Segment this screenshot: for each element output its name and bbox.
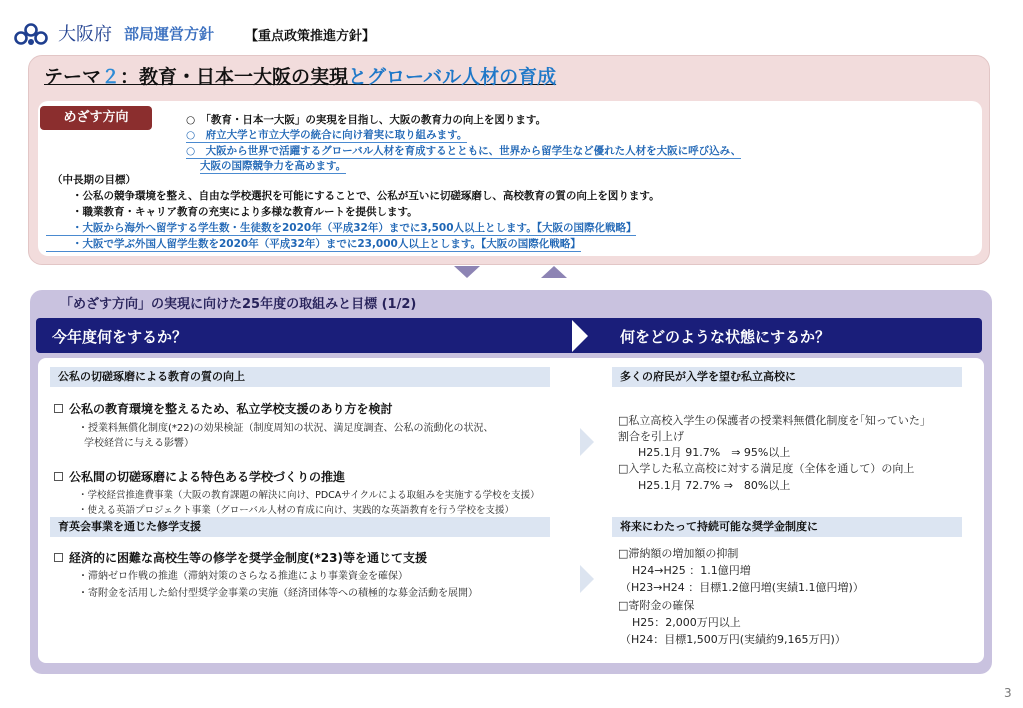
- initiative-title: 公私間の切磋琢磨による特色ある学校づくりの推進: [54, 468, 345, 485]
- arrow-right-icon: [580, 428, 594, 456]
- theme-highlight: とグローバル人材の育成: [348, 66, 557, 88]
- target-line: H24→H25 ：1.1億円増: [632, 564, 751, 577]
- initiatives-title: 「めざす方向」の実現に向けた25年度の取組みと目標 (1/2): [60, 297, 417, 312]
- initiative-detail: 学校経営に与える影響）: [84, 438, 194, 449]
- policy-title: 【重点政策推進方針】: [245, 29, 376, 44]
- midterm-item[interactable]: ・大阪で学ぶ外国人留学生数を2020年（平成32年）までに23,000人以上とします。【大阪の国際化戦略】: [46, 236, 581, 252]
- goal-item[interactable]: ○ 大阪から世界で活躍するグローバル人材を育成するとともに、世界から留学生など優れた人材を大阪に呼び込み、: [186, 145, 742, 157]
- target-line: □滞納額の増加額の抑制: [618, 547, 739, 560]
- column-header-right: 何をどのような状態にするか？: [620, 328, 831, 346]
- target-line: H25.1月 91.7% ⇒ 95%以上: [638, 446, 791, 459]
- arrow-right-icon: [580, 565, 594, 593]
- initiative-title: 公私の教育環境を整えるため、私立学校支援のあり方を検討: [54, 400, 393, 417]
- section-heading: 公私の切磋琢磨による教育の質の向上: [50, 367, 550, 387]
- section-heading: 将来にわたって持続可能な奨学金制度に: [612, 517, 962, 537]
- midterm-item[interactable]: ・大阪から海外へ留学する学生数・生徒数を2020年（平成32年）までに3,500人以上とします。【大阪の国際化戦略】: [46, 220, 636, 236]
- target-line: H25.1月 72.7% ⇒ 80%以上: [638, 479, 791, 492]
- column-header-left: 今年度何をするか？: [52, 328, 188, 346]
- initiative-detail: ・滞納ゼロ作戦の推進（滞納対策のさらなる推進により事業資金を確保）: [78, 571, 408, 582]
- theme-prefix: テーマ: [44, 66, 102, 88]
- checkbox-icon: [54, 472, 63, 481]
- direction-badge: めざす方向: [40, 106, 152, 130]
- target-line: □寄附金の確保: [618, 599, 695, 612]
- initiative-title: 経済的に困難な高校生等の修学を奨学金制度(*23)等を通じて支援: [54, 549, 427, 566]
- target-line: H25：2,000万円以上: [632, 616, 741, 629]
- checkbox-icon: [54, 404, 63, 413]
- initiative-detail: ・使える英語プロジェクト事業（グローバル人材の育成に向け、実践的な英語教育を行う学校を支援）: [78, 505, 514, 516]
- section-heading: 多くの府民が入学を望む私立高校に: [612, 367, 962, 387]
- goal-item: ○ 「教育・日本一大阪」の実現を目指し、大阪の教育力の向上を図ります。: [186, 114, 547, 126]
- goal-item[interactable]: ○ 府立大学と市立大学の統合に向け着実に取り組みます。: [186, 129, 468, 141]
- osaka-logo-icon: [14, 23, 54, 47]
- theme-number: ２: [101, 66, 121, 88]
- initiative-detail: ・学校経営推進費事業（大阪の教育課題の解決に向け、PDCAサイクルによる取組みを実施する学校を支援）: [78, 490, 540, 501]
- target-line: （H24：目標1,500万円(実績約9,165万円)）: [620, 633, 846, 646]
- theme-title: [44, 62, 556, 89]
- section-heading: 育英会事業を通じた修学支援: [50, 517, 550, 537]
- dept-title: 部局運営方針: [124, 25, 215, 43]
- midterm-item: ・職業教育・キャリア教育の充実により多様な教育ルートを提供します。: [72, 206, 418, 218]
- checkbox-icon: [54, 553, 63, 562]
- theme-middle: ：教育・日本一大阪の実現: [120, 66, 349, 88]
- midterm-label: （中長期の目標）: [52, 174, 136, 186]
- page-number: 3: [1004, 686, 1012, 700]
- arrow-up-icon: [541, 266, 567, 278]
- target-line: （H23→H24 ：目標1.2億円増(実績1.1億円増)）: [620, 581, 864, 594]
- arrow-down-icon: [454, 266, 480, 278]
- goal-item[interactable]: 大阪の国際競争力を高めます。: [200, 160, 347, 172]
- target-line: □入学した私立高校に対する満足度（全体を通して）の向上: [618, 462, 915, 475]
- initiative-detail: ・寄附金を活用した給付型奨学金事業の実施（経済団体等への積極的な募金活動を展開）: [78, 588, 478, 599]
- arrow-right-icon: [572, 320, 588, 352]
- midterm-item: ・公私の競争環境を整え、自由な学校選択を可能にすることで、公私が互いに切磋琢磨し、高校教育の質の向上を図ります。: [72, 190, 660, 202]
- target-line: □私立高校入学生の保護者の授業料無償化制度を｢知っていた｣: [618, 414, 926, 427]
- initiative-detail: ・授業料無償化制度(*22)の効果検証（制度周知の状況、満足度調査、公私の流動化の状況、: [78, 423, 494, 434]
- target-line: 割合を引上げ: [618, 430, 684, 443]
- org-name: 大阪府: [58, 24, 112, 45]
